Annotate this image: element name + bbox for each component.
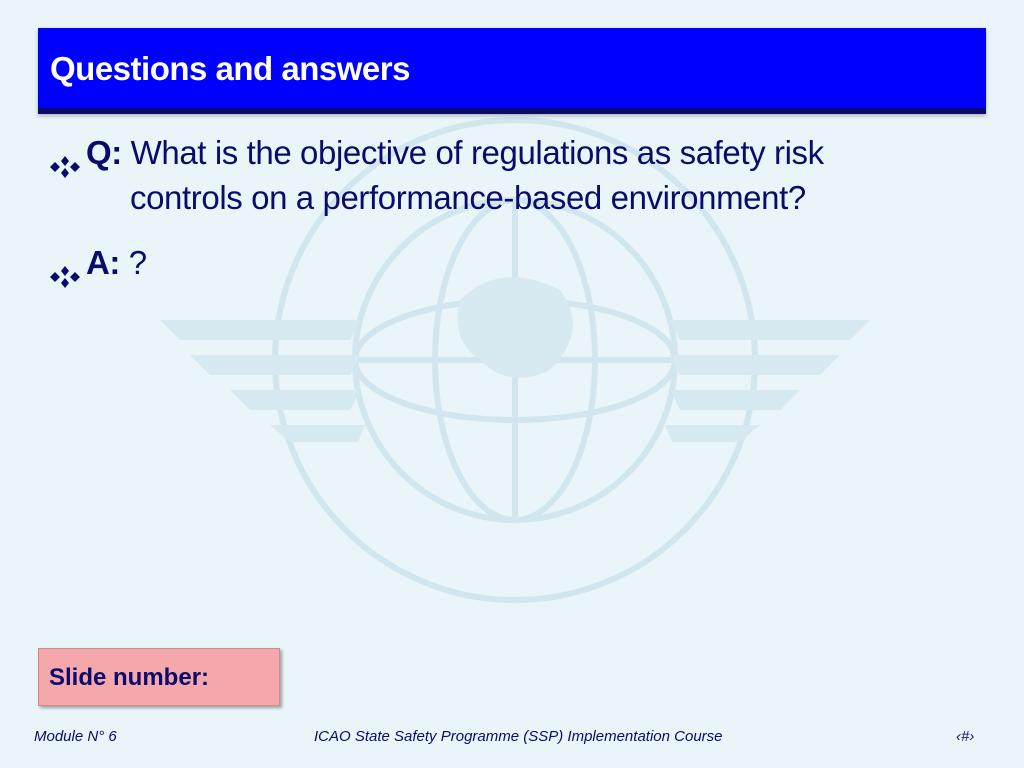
- title-bar: [38, 28, 986, 114]
- slide-number-label: Slide number:: [49, 664, 210, 691]
- footer-course-title: ICAO State Safety Programme (SSP) Implementation Course: [314, 728, 723, 745]
- question-text-line1: What is the objective of regulations as safety risk: [121, 134, 824, 171]
- answer-label: A:: [86, 244, 121, 281]
- answer-text: ?: [120, 244, 147, 281]
- slide-title: Questions and answers: [50, 50, 410, 87]
- slide-number-box: [38, 648, 280, 706]
- question-label: Q:: [86, 134, 122, 171]
- footer-page-number: ‹#›: [956, 728, 975, 745]
- question-text-line2: controls on a performance-based environment?: [130, 179, 806, 216]
- answer-bullet: [50, 240, 147, 285]
- diamond-bullet-icon: [50, 144, 80, 166]
- diamond-bullet-icon: [50, 254, 80, 276]
- question-bullet: [50, 130, 824, 220]
- footer-module: Module N° 6: [34, 728, 117, 745]
